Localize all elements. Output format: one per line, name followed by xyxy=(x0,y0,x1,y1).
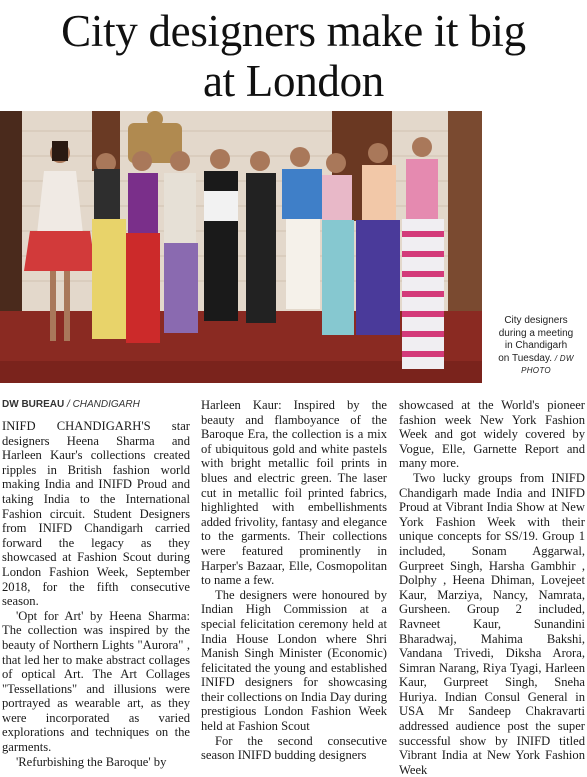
paragraph: For the second consecutive season INIFD budding designers xyxy=(201,733,387,763)
byline-place: CHANDIGARH xyxy=(72,399,140,410)
photo-illustration xyxy=(0,111,482,383)
caption-line xyxy=(488,353,584,366)
caption-line: during a meeting xyxy=(498,327,574,339)
article-column-2 xyxy=(201,398,387,763)
headline-line-2: at London xyxy=(202,56,384,106)
paragraph: Two lucky groups from INIFD Chandigarh made India and INIFD Proud at Vibrant India Show at New York Fashion Week with their unique concepts for SS/19. Group 1 included, Sonam Aggarwal, Gurpreet Singh, Harsha Gambhir , Dolphy , Heena Dhiman, Lovejeet Kaur, Marziya, Nancy, Namrata, Gursheen. Group 2 included, Ravneet Kaur, Sunandini Bharadwaj, Mahima Bakshi, Vandana Trivedi, Diksha Arora, Simran Narang, Riya Tyagi, Harleen Kaur, Gurpreet Singh, Sneha Huriya. Indian Consul General in USA Mr Sandeep Chakravarti addressed audience post the super successful show by INIFD titled Vibrant India at New York Fashion Week xyxy=(399,470,585,777)
byline xyxy=(2,399,140,410)
headline-line-1: City designers make it big xyxy=(61,6,526,56)
paragraph: The designers were honoured by Indian High Commission at a special felicitation ceremony held at India House London where Shri Manish Singh Minister (Economic) felicitated the young and established INIFD designers for showcasing their collections on India Day during prestigious London Fashion Week held at Fashion Scout xyxy=(201,587,387,734)
article-column-1 xyxy=(2,419,190,769)
byline-separator: / xyxy=(67,399,70,410)
caption-line-text: on Tuesday. xyxy=(498,352,552,364)
paragraph: Harleen Kaur: Inspired by the beauty and flamboyance of the Baroque Era, the collection is a mix of ubiquitous gold and white pastels with bright metallic foil prints in blues and electric green. The laser cut in metallic foil printed fabrics, highlighted with embellishments added frivolity, fantasy and elegance to the garments. Their collections were featured prominently in Harper's Bazaar, Elle, Cosmopolitan to name a few. xyxy=(201,398,387,588)
caption-line: City designers xyxy=(504,315,568,326)
paragraph: INIFD CHANDIGARH'S star designers Heena Sharma and Harleen Kaur's collections created ripples in British fashion world making India and INIFD Proud and taking India to the International Fashion circuit. Student Designers from INIFD Chandigarh carried forward the legacy as they showcased at Fashion Scout during London Fashion Week, September 2018, for the fifth consecutive season. xyxy=(2,419,190,609)
paragraph: 'Opt for Art' by Heena Sharma: The collection was inspired by the beauty of Northern Lights "Aurora" , that led her to make abstract collages of optical Art. The Art Collages "Tessellations" and illusions were portrayed as wearable art, as they were incorporated as varied explorations and techniques on the garments. xyxy=(2,608,190,755)
byline-org: DW BUREAU xyxy=(2,399,65,410)
article-photo xyxy=(0,111,482,383)
caption-line: in Chandigarh xyxy=(504,340,568,351)
article-column-3 xyxy=(399,398,585,777)
photo-credit: / DW xyxy=(554,353,574,363)
paragraph: showcased at the World's pioneer fashion week New York Fashion Week and got widely covered by Vogue, Elle, Garnette Report and many more. xyxy=(399,398,585,471)
photo-caption xyxy=(488,315,584,378)
article-headline xyxy=(0,6,587,106)
paragraph: 'Refurbishing the Baroque' by xyxy=(16,754,167,769)
photo-credit-line: PHOTO xyxy=(521,366,551,375)
